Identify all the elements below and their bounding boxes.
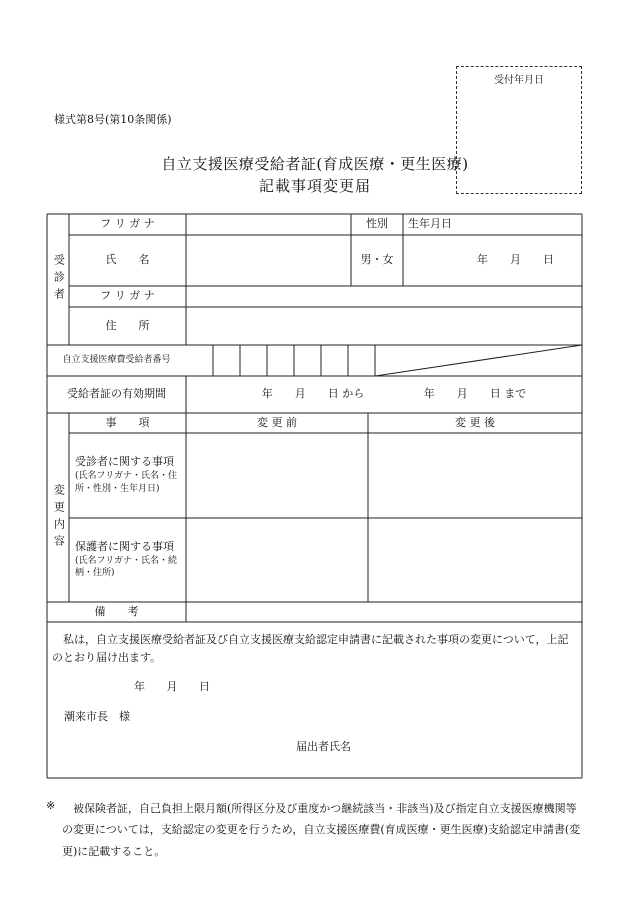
recipient-number-input[interactable]	[187, 346, 374, 375]
furigana-address-label: フ リ ガ ナ	[100, 289, 155, 303]
guardian-change-subtitle: (氏名フリガナ・氏名・続柄・住所)	[75, 555, 178, 579]
applicant-name-label: 届出者氏名	[296, 740, 351, 753]
birth-date-field[interactable]: 年 月 日	[477, 253, 554, 267]
recipient-number-label: 自立支援医療費受給者番号	[62, 355, 171, 366]
guardian-change-title: 保護者に関する事項	[75, 539, 174, 553]
remarks-label: 備 考	[94, 604, 139, 618]
patient-before-input[interactable]	[187, 434, 367, 517]
gender-options[interactable]: 男・女	[360, 253, 394, 267]
change-before-header: 変 更 前	[257, 415, 297, 429]
applicant-name-input[interactable]	[356, 734, 576, 754]
change-side-label: 変更内容	[52, 483, 66, 552]
note-text: 被保険者証，自己負担上限月額(所得区分及び重度かつ継続該当・非該当)及び指定自立支援医療機関等の変更については，支給認定の変更を行うため，自立支援医療費(育成医療・更生医療)支給認定申請書(変更)に記載すること。	[62, 802, 581, 858]
name-label: 氏 名	[105, 253, 150, 267]
gender-header: 性別	[366, 217, 388, 231]
patient-change-subtitle: (氏名フリガナ・氏名・住所・性別・生年月日)	[75, 471, 178, 494]
furigana-label: フ リ ガ ナ	[100, 217, 155, 231]
guardian-after-input[interactable]	[369, 519, 581, 601]
declaration-text: 私は，自立支援医療受給者証及び自立支援医療支給認定申請書に記載された事項の変更について，上記のとおり届け出ます。	[52, 633, 569, 664]
patient-after-input[interactable]	[369, 434, 581, 517]
patient-change-item	[75, 433, 183, 518]
furigana-input[interactable]	[187, 215, 350, 234]
form-subtitle: 記載事項変更届	[258, 177, 371, 195]
patient-change-title: 受診者に関する事項	[75, 455, 174, 469]
note-mark: ※	[46, 799, 56, 812]
patient-side-label: 受診者	[52, 254, 66, 305]
change-after-header: 変 更 後	[455, 415, 495, 429]
birth-date-header: 生年月日	[408, 217, 452, 231]
receipt-date-label: 受付年月日	[494, 75, 544, 86]
address-input[interactable]	[187, 308, 581, 344]
form-title: 自立支援医療受給者証(育成医療・更生医療)	[161, 155, 469, 173]
guardian-change-item	[75, 518, 183, 602]
remarks-input[interactable]	[187, 603, 581, 621]
address-label: 住 所	[105, 318, 150, 332]
name-input[interactable]	[187, 236, 350, 285]
guardian-before-input[interactable]	[187, 519, 367, 601]
validity-to[interactable]: 年 月 日 まで	[423, 387, 527, 401]
validity-label: 受給者証の有効期間	[67, 387, 166, 401]
submission-date[interactable]: 年 月 日	[134, 680, 210, 693]
form-number: 様式第8号(第10条関係)	[54, 113, 172, 126]
validity-from[interactable]: 年 月 日 から	[261, 387, 365, 401]
addressee: 潮来市長 様	[64, 710, 130, 723]
address-furigana-input[interactable]	[187, 287, 581, 306]
change-item-header: 事 項	[105, 415, 150, 429]
